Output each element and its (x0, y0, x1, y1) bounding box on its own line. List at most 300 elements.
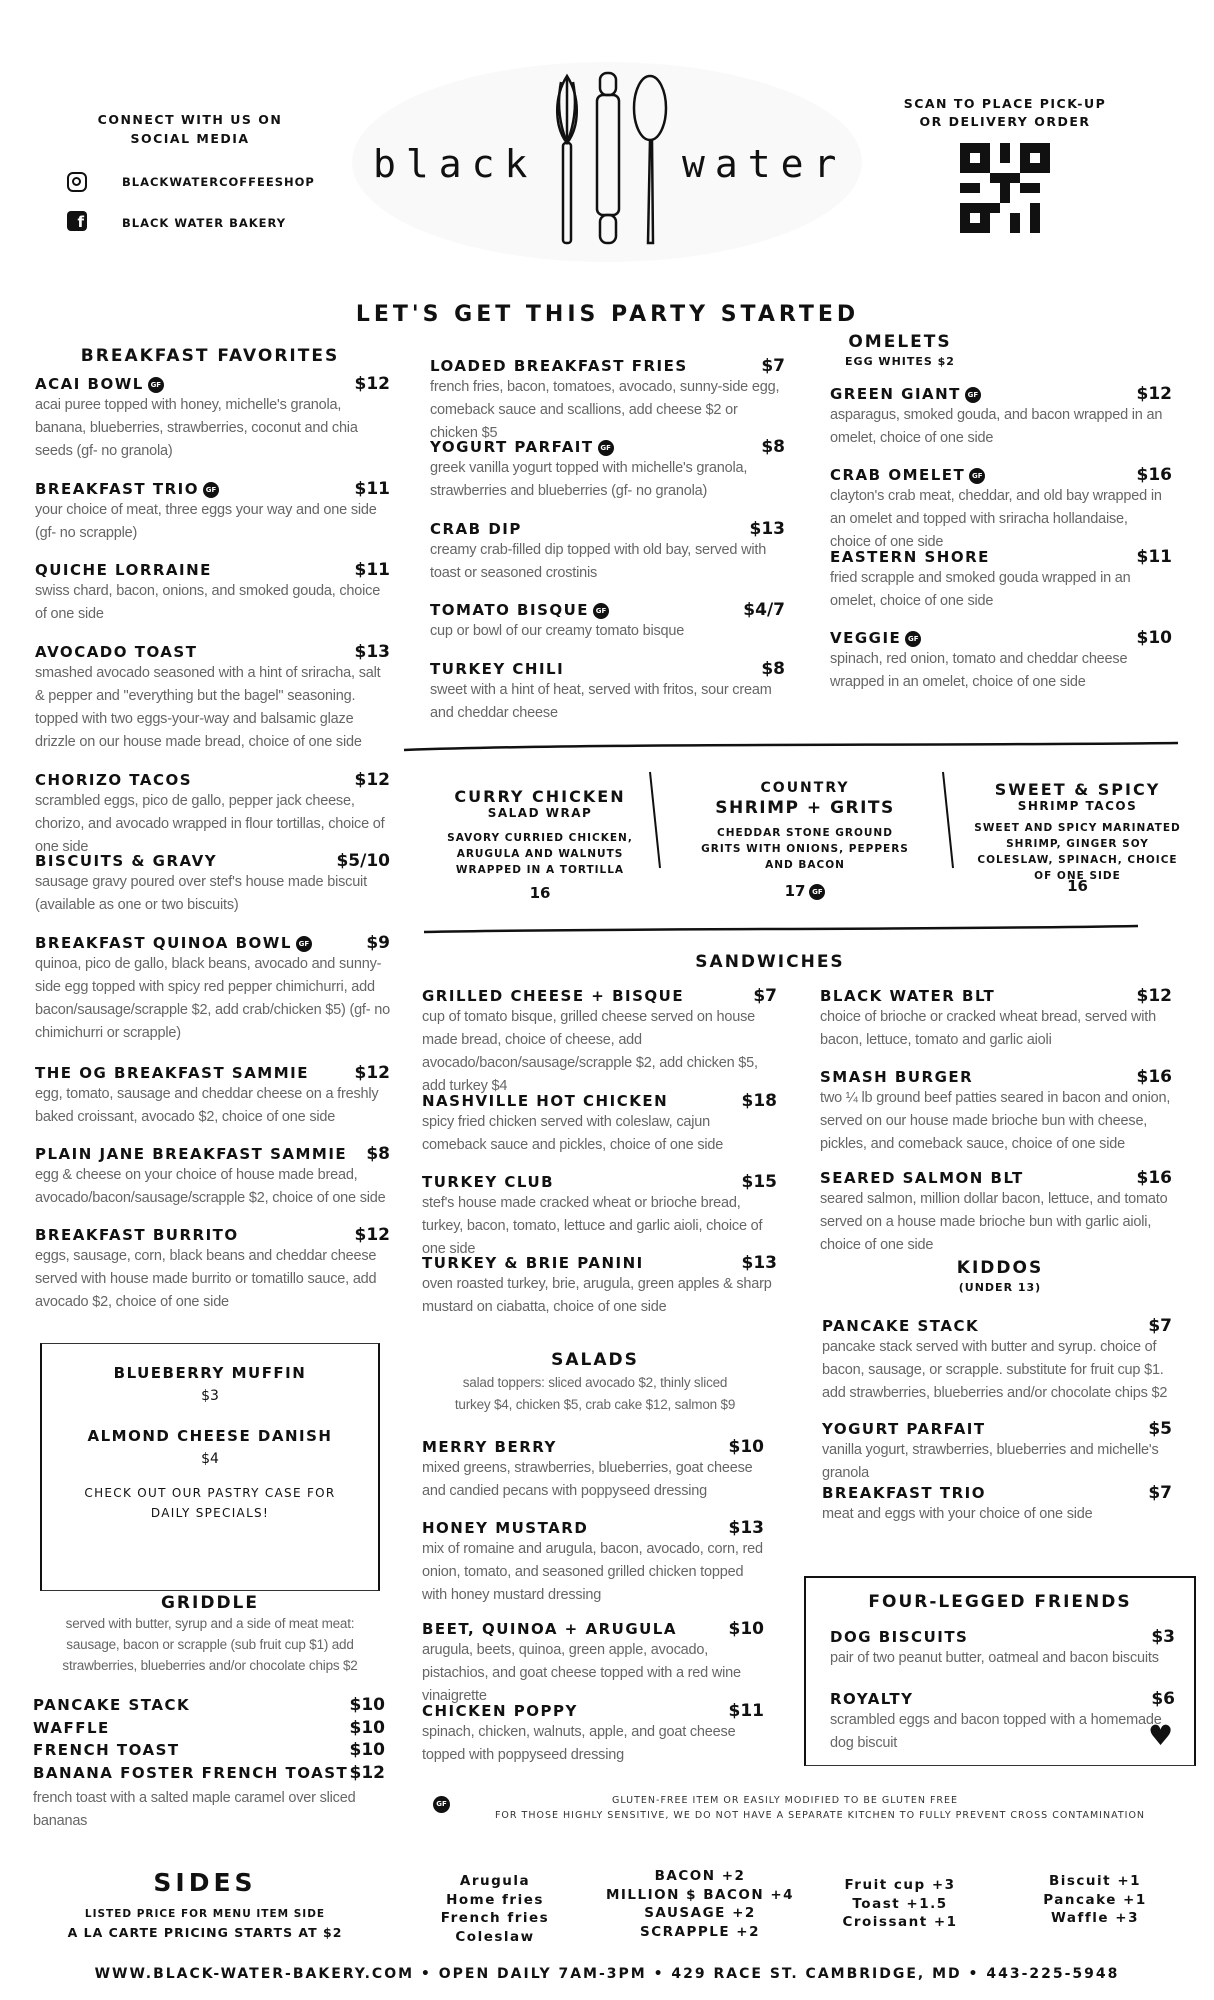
menu-item-name-text: BISCUITS & GRAVY (35, 852, 218, 870)
menu-item-name (830, 629, 921, 647)
menu-item-header (35, 374, 390, 394)
menu-item-desc: your choice of meat, three eggs your way and one side (gf- no scrapple) (35, 502, 377, 541)
menu-item-name-text: CRAB OMELET (830, 466, 966, 484)
menu-item-desc: greek vanilla yogurt topped with michelle's granola, strawberries and blueberries (gf- no granola) (430, 460, 748, 499)
menu-item-desc: pair of two peanut butter, oatmeal and bacon biscuits (830, 1650, 1159, 1666)
menu-item-price: $3 (1151, 1627, 1175, 1647)
brand-left: black (373, 142, 538, 186)
menu-item-name (830, 1628, 968, 1646)
menu-item-header (35, 1144, 390, 1164)
special-title-2: SALAD WRAP (487, 806, 593, 820)
menu-item-desc: choice of brioche or cracked wheat bread, served with bacon, lettuce, tomato and garlic aioli (820, 1009, 1156, 1048)
menu-item-name (820, 1068, 973, 1086)
menu-item (830, 1627, 1175, 1670)
menu-item (35, 374, 390, 463)
menu-item-name (35, 375, 164, 393)
menu-item-name-text: ROYALTY (830, 1690, 914, 1708)
griddle-item (33, 1740, 385, 1760)
griddle-item-name: PANCAKE STACK (33, 1696, 191, 1714)
menu-item (422, 1619, 764, 1708)
special-desc: CHEDDAR STONE GROUND GRITS WITH ONIONS, PEPPERS AND BACON (701, 827, 909, 871)
special-price (425, 884, 655, 902)
menu-item-name (830, 466, 985, 484)
menu-item-name (422, 1092, 668, 1110)
side-item: Coleslaw (455, 1928, 535, 1945)
scan-text: SCAN TO PLACE PICK-UP OR DELIVERY ORDER (903, 96, 1107, 129)
menu-item-desc: cup or bowl of our creamy tomato bisque (430, 623, 685, 639)
menu-item-desc: arugula, beets, quinoa, green apple, avocado, pistachios, and goat cheese topped with a red wine vinaigrette (422, 1642, 741, 1704)
menu-item-desc: spinach, red onion, tomato and cheddar cheese wrapped in an omelet, choice of one side (830, 651, 1128, 690)
menu-item (430, 437, 785, 503)
menu-item-header (820, 1168, 1172, 1188)
menu-item (430, 519, 785, 585)
menu-item-price: $8 (761, 659, 785, 679)
menu-item-name (422, 1254, 644, 1272)
menu-item-desc: creamy crab-filled dip topped with old bay, served with toast or seasoned crostinis (430, 542, 767, 581)
menu-item-desc: cup of tomato bisque, grilled cheese served on house made bread, choice of cheese, add avocado/bacon/sausage/scrapple $2, add chicken $5, add turkey $4 (422, 1009, 758, 1094)
side-item: Arugula (459, 1873, 531, 1889)
menu-item-name (422, 1702, 578, 1720)
menu-item-name (35, 480, 219, 498)
side-item: SAUSAGE +2 (644, 1905, 756, 1921)
menu-item-price: $5 (1148, 1419, 1172, 1439)
menu-item-desc: sausage gravy poured over stef's house made biscuit (available as one or two biscuits) (35, 874, 367, 913)
griddle-title: GRIDDLE (160, 1593, 260, 1613)
menu-item-name-text: TURKEY & BRIE PANINI (422, 1254, 644, 1272)
griddle-item-name: WAFFLE (33, 1718, 110, 1737)
menu-item-header (35, 851, 390, 871)
gf-badge-icon: GF (593, 603, 609, 619)
griddle-item-price: $10 (349, 1717, 385, 1738)
menu-item (820, 986, 1172, 1052)
menu-item (422, 1253, 777, 1319)
griddle-item-price: $10 (349, 1740, 385, 1760)
griddle-item-price: $12 (349, 1762, 385, 1783)
menu-item-header (820, 986, 1172, 1006)
special-title-2: SHRIMP + GRITS (715, 798, 895, 818)
menu-item-header (422, 1172, 777, 1192)
menu-item-header (822, 1316, 1172, 1336)
footer-info: WWW.BLACK-WATER-BAKERY.COM • OPEN DAILY 7AM-3PM • 429 RACE ST. CAMBRIDGE, MD • 443-225-5948 (94, 1966, 1120, 1982)
side-item: Pancake +1 (1043, 1891, 1147, 1908)
menu-item-name (35, 561, 212, 579)
salads-title: SALADS (551, 1350, 639, 1370)
menu-item-desc: spinach, chicken, walnuts, apple, and goat cheese topped with poppyseed dressing (422, 1724, 736, 1763)
menu-item-name-text: GRILLED CHEESE + BISQUE (422, 987, 685, 1005)
menu-item-header (430, 519, 785, 539)
menu-item-desc: scrambled eggs and bacon topped with a homemade dog biscuit (830, 1712, 1162, 1751)
menu-item (35, 1144, 390, 1210)
griddle-item-price: $10 (349, 1695, 385, 1715)
griddle-item (33, 1695, 385, 1715)
menu-item-header (422, 1253, 777, 1273)
menu-item-name-text: DOG BISCUITS (830, 1628, 969, 1646)
dogs-title: FOUR-LEGGED FRIENDS (868, 1592, 1132, 1612)
gf-badge-icon: GF (905, 631, 921, 647)
menu-item-header (830, 1627, 1175, 1647)
menu-item-price: $11 (728, 1701, 764, 1721)
gf-note-line-2: FOR THOSE HIGHLY SENSITIVE, WE DO NOT HAVE A SEPARATE KITCHEN TO FULLY PREVENT CROSS CONTAMINATION (494, 1810, 1146, 1821)
menu-item-price: $7 (1148, 1483, 1172, 1503)
side-item: BACON +2 (654, 1868, 746, 1884)
sides-title: SIDES (153, 1868, 257, 1897)
menu-item-name (35, 1064, 309, 1082)
menu-item-name-text: TURKEY CLUB (422, 1173, 555, 1191)
menu-item-desc: vanilla yogurt, strawberries, blueberries and michelle's granola (822, 1442, 1159, 1481)
menu-item-price: $12 (1136, 986, 1172, 1006)
menu-item-price: $12 (1136, 384, 1172, 404)
griddle-sub: served with butter, syrup and a side of meat meat: sausage, bacon or scrapple (sub fruit cup $1) add strawberries, blueberries and/or chocolate chips $2 (62, 1616, 358, 1673)
specials-divider-bottom (422, 922, 1142, 936)
menu-item-name-text: EASTERN SHORE (830, 548, 990, 566)
sides-sub-1: LISTED PRICE FOR MENU ITEM SIDE (84, 1908, 326, 1920)
gf-badge-icon: GF (965, 387, 981, 403)
menu-item-header (422, 1437, 764, 1457)
menu-item-name-text: BREAKFAST TRIO (822, 1484, 986, 1502)
menu-item-name (35, 934, 312, 952)
menu-item-name-text: CHORIZO TACOS (35, 771, 193, 789)
special-desc: SAVORY CURRIED CHICKEN, ARUGULA AND WALNUTS WRAPPED IN A TORTILLA (447, 832, 633, 876)
menu-item (35, 933, 390, 1045)
griddle-item (33, 1718, 385, 1738)
side-item: SCRAPPLE +2 (640, 1923, 760, 1940)
menu-item-price: $9 (366, 933, 390, 953)
menu-item (830, 384, 1172, 450)
special-price-text: 16 (1067, 877, 1088, 895)
menu-item-header (830, 465, 1172, 485)
special-title-1: COUNTRY (760, 780, 850, 796)
griddle-item-name: BANANA FOSTER FRENCH TOAST (33, 1763, 349, 1782)
gf-badge-icon: GF (296, 936, 312, 952)
menu-item-name (822, 1484, 986, 1502)
menu-item-desc: asparagus, smoked gouda, and bacon wrapped in an omelet, choice of one side (830, 407, 1163, 446)
menu-item-name-text: ACAI BOWL (35, 375, 144, 393)
menu-item-desc: pancake stack served with butter and syrup. choice of bacon, sausage, or scrapple. substitute for fruit cup $1. add strawberries, blueberries and/or chocolate chips $2 (822, 1339, 1168, 1401)
menu-item-name (430, 660, 564, 678)
special-price-text: 17 (784, 882, 806, 900)
menu-item-name (422, 987, 684, 1005)
menu-item (35, 479, 390, 545)
brand-right: water (682, 142, 847, 186)
menu-item-name (422, 1438, 557, 1456)
menu-item-desc: acai puree topped with honey, michelle's granola, banana, blueberries, strawberries, coconut and chia seeds (gf- no granola) (35, 397, 358, 459)
griddle-item-header (33, 1740, 385, 1760)
menu-item-price: $13 (354, 642, 390, 662)
menu-item-name-text: PLAIN JANE BREAKFAST SAMMIE (35, 1145, 348, 1163)
menu-item-name (820, 1169, 1024, 1187)
griddle-last-desc: french toast with a salted maple caramel over sliced bananas (33, 1790, 356, 1829)
instagram-handle[interactable]: BLACKWATERCOFFEESHOP (122, 175, 315, 189)
menu-item-name (430, 601, 609, 619)
pastry-price-1: $3 (201, 1388, 219, 1404)
social-heading: CONNECT WITH US ON SOCIAL MEDIA (97, 112, 283, 146)
menu-item (430, 659, 785, 725)
menu-item-header (35, 560, 390, 580)
menu-item-name (422, 1620, 677, 1638)
menu-item-header (430, 659, 785, 679)
menu-item (820, 1067, 1172, 1156)
menu-item-price: $11 (354, 479, 390, 499)
menu-item (35, 770, 390, 859)
menu-item-name-text: BEET, QUINOA + ARUGULA (422, 1620, 677, 1638)
menu-item-header (830, 628, 1172, 648)
menu-item-desc: mixed greens, strawberries, blueberries, goat cheese and candied pecans with poppyseed dressing (422, 1460, 753, 1499)
griddle-item-header (33, 1695, 385, 1715)
kiddos-title: KIDDOS (956, 1258, 1044, 1278)
menu-item-name (820, 987, 995, 1005)
menu-item-name-text: YOGURT PARFAIT (430, 438, 594, 456)
menu-item-desc: egg, tomato, sausage and cheddar cheese on a freshly baked croissant, avocado $2, choice of one side (35, 1086, 379, 1125)
menu-item-desc: meat and eggs with your choice of one side (822, 1506, 1093, 1522)
griddle-item (33, 1763, 385, 1783)
menu-item-name-text: THE OG BREAKFAST SAMMIE (35, 1064, 309, 1082)
menu-item-price: $10 (1136, 628, 1172, 648)
menu-item (830, 547, 1172, 613)
menu-item (35, 1225, 390, 1314)
menu-item (830, 1689, 1175, 1755)
menu-item-name-text: CRAB DIP (430, 520, 522, 538)
menu-item-desc: eggs, sausage, corn, black beans and cheddar cheese served with house made burrito or tomatillo sauce, add avocado $2, choice of one side (35, 1248, 377, 1310)
menu-item (35, 642, 390, 754)
menu-item-price: $10 (728, 1619, 764, 1639)
menu-item-price: $16 (1136, 1067, 1172, 1087)
menu-item-desc: fried scrapple and smoked gouda wrapped in an omelet, choice of one side (830, 570, 1131, 609)
menu-item-name (830, 385, 981, 403)
menu-item (422, 1518, 764, 1607)
specials-divider-top (402, 738, 1182, 754)
menu-item-name-text: HONEY MUSTARD (422, 1519, 589, 1537)
gf-note-line-1: GLUTEN-FREE ITEM OR EASILY MODIFIED TO BE GLUTEN FREE (611, 1795, 959, 1806)
side-item: MILLION $ BACON +4 (605, 1886, 795, 1903)
menu-item-header (830, 1689, 1175, 1709)
menu-item-header (422, 1701, 764, 1721)
menu-item-header (822, 1483, 1172, 1503)
menu-item-desc: clayton's crab meat, cheddar, and old bay wrapped in an omelet and topped with sriracha hollandaise, choice of one side (830, 488, 1162, 550)
omelets-sub: EGG WHITES $2 (845, 355, 955, 368)
menu-item-desc: sweet with a hint of heat, served with fritos, sour cream and cheddar cheese (430, 682, 772, 721)
gf-badge-icon: GF (598, 440, 614, 456)
menu-item-header (820, 1067, 1172, 1087)
menu-item-name (430, 520, 522, 538)
pastry-item-1: BLUEBERRY MUFFIN (113, 1364, 307, 1382)
instagram-icon (67, 172, 87, 192)
gf-badge-icon: GF (809, 884, 825, 900)
menu-item (422, 1091, 777, 1157)
menu-item-desc: seared salmon, million dollar bacon, lettuce, and tomato served on a house made brioche bun with garlic aioli, choice of one side (820, 1191, 1168, 1253)
menu-item-header (430, 600, 785, 620)
menu-item (430, 600, 785, 643)
menu-item-price: $16 (1136, 465, 1172, 485)
menu-item-name-text: BREAKFAST QUINOA BOWL (35, 934, 292, 952)
special-price-text: 16 (529, 884, 551, 902)
side-item: Waffle +3 (1051, 1910, 1139, 1926)
special-price (965, 877, 1190, 895)
menu-item-desc: french fries, bacon, tomatoes, avocado, sunny-side egg, comeback sauce and scallions, add cheese $2 or chicken $5 (430, 379, 780, 441)
specials-divider-right (938, 770, 958, 870)
qr-code-icon[interactable] (960, 143, 1050, 233)
menu-item-name-text: BREAKFAST BURRITO (35, 1226, 239, 1244)
menu-item-header (35, 933, 390, 953)
side-item: French fries (440, 1910, 550, 1926)
menu-item-name-text: QUICHE LORRAINE (35, 561, 212, 579)
menu-item-header (830, 547, 1172, 567)
menu-item-desc: two ¼ lb ground beef patties seared in bacon and onion, served on our house made brioche bun with cheese, pickles, and comeback sauce, choice of one side (820, 1090, 1171, 1152)
menu-item-name (430, 438, 614, 456)
gf-badge-icon: GF (148, 377, 164, 393)
menu-item (35, 1063, 390, 1129)
menu-item-price: $7 (753, 986, 777, 1006)
side-item: Fruit cup +3 (844, 1877, 956, 1893)
pastry-price-2: $4 (201, 1451, 219, 1467)
menu-item-header (35, 479, 390, 499)
menu-item (822, 1316, 1172, 1405)
menu-item-desc: mix of romaine and arugula, bacon, avocado, corn, red onion, tomato, and seasoned grilled chicken topped with honey mustard dressing (422, 1541, 763, 1603)
pastry-note: CHECK OUT OUR PASTRY CASE FOR DAILY SPECIALS! (84, 1486, 336, 1520)
menu-item (35, 560, 390, 626)
menu-item-desc: quinoa, pico de gallo, black beans, avocado and sunny-side egg topped with spicy red pepper chimichurri, add bacon/sausage/scrapple $2, add crab/chicken $5) (gf- no chimichurri or scrapple) (35, 956, 390, 1041)
menu-item-price: $8 (761, 437, 785, 457)
menu-item-name (422, 1519, 588, 1537)
menu-item-header (422, 986, 777, 1006)
menu-item-price: $11 (1136, 547, 1172, 567)
menu-item-price: $18 (741, 1091, 777, 1111)
gf-badge-icon: GF (969, 468, 985, 484)
utensils-logo-icon (545, 68, 675, 248)
menu-item-name (35, 771, 192, 789)
menu-item-price: $13 (749, 519, 785, 539)
menu-item-name-text: SEARED SALMON BLT (820, 1169, 1024, 1187)
menu-item-desc: oven roasted turkey, brie, arugula, green apples & sharp mustard on ciabatta, choice of one side (422, 1276, 772, 1315)
menu-item-name-text: BREAKFAST TRIO (35, 480, 199, 498)
menu-item-header (430, 437, 785, 457)
menu-item-price: $12 (354, 1063, 390, 1083)
menu-item-name-text: YOGURT PARFAIT (822, 1420, 986, 1438)
menu-item-name-text: TURKEY CHILI (430, 660, 565, 678)
side-item: Home fries (446, 1891, 544, 1908)
menu-item-header (422, 1518, 764, 1538)
menu-item-price: $13 (741, 1253, 777, 1273)
side-item: Toast +1.5 (852, 1895, 948, 1912)
menu-item-price: $13 (728, 1518, 764, 1538)
menu-item-name-text: SMASH BURGER (820, 1068, 974, 1086)
menu-item-name-text: AVOCADO TOAST (35, 643, 198, 661)
facebook-icon: f (67, 211, 87, 231)
menu-item-price: $6 (1151, 1689, 1175, 1709)
menu-item (422, 1701, 764, 1767)
menu-item (822, 1419, 1172, 1485)
tagline: LET'S GET THIS PARTY STARTED (355, 302, 860, 327)
griddle-item-name: FRENCH TOAST (33, 1741, 180, 1759)
kiddos-sub: (UNDER 13) (958, 1281, 1042, 1294)
menu-item-name (35, 643, 197, 661)
menu-item-price: $15 (741, 1172, 777, 1192)
menu-item (422, 1437, 764, 1503)
menu-item-price: $12 (354, 374, 390, 394)
special-title-1: CURRY CHICKEN (454, 787, 626, 806)
menu-item (422, 986, 777, 1098)
menu-item-desc: spicy fried chicken served with coleslaw, cajun comeback sauce and pickles, choice of one side (422, 1114, 724, 1153)
menu-item-name (422, 1173, 554, 1191)
menu-item-name-text: PANCAKE STACK (822, 1317, 980, 1335)
menu-item-price: $12 (354, 1225, 390, 1245)
menu-item-desc: egg & cheese on your choice of house made bread, avocado/bacon/sausage/scrapple $2, choice of one side (35, 1167, 386, 1206)
menu-item-desc: scrambled eggs, pico de gallo, pepper jack cheese, chorizo, and avocado wrapped in flour tortillas, choice of one side (35, 793, 385, 855)
menu-item-name-text: CHICKEN POPPY (422, 1702, 578, 1720)
menu-item-desc: swiss chard, bacon, onions, and smoked gouda, choice of one side (35, 583, 381, 622)
omelets-title: OMELETS (848, 332, 952, 352)
menu-item-header (822, 1419, 1172, 1439)
menu-item-header (35, 642, 390, 662)
menu-item-price: $5/10 (336, 851, 390, 871)
gf-note-badge: GF (433, 1796, 450, 1813)
sandwiches-title: SANDWICHES (695, 952, 845, 972)
griddle-item-header (33, 1718, 385, 1738)
menu-item-name-text: MERRY BERRY (422, 1438, 557, 1456)
menu-item (422, 1172, 777, 1261)
pastry-item-2: ALMOND CHEESE DANISH (87, 1427, 333, 1445)
menu-item-header (430, 356, 785, 376)
menu-item-name (830, 1690, 913, 1708)
menu-item-name (35, 1226, 239, 1244)
menu-item-price: $7 (1148, 1316, 1172, 1336)
gf-badge-icon: GF (203, 482, 219, 498)
menu-item-header (35, 1063, 390, 1083)
menu-item (430, 356, 785, 445)
menu-item-name (430, 357, 688, 375)
menu-item (820, 1168, 1172, 1257)
menu-item-name (822, 1420, 986, 1438)
menu-item-name (35, 1145, 347, 1163)
salads-toppers: salad toppers: sliced avocado $2, thinly sliced turkey $4, chicken $5, crab cake $12, salmon $9 (454, 1375, 736, 1412)
menu-item-name (822, 1317, 979, 1335)
menu-item-header (422, 1619, 764, 1639)
special-title-1: SWEET & SPICY (994, 780, 1161, 799)
side-item: Croissant +1 (842, 1914, 958, 1930)
menu-item-name (830, 548, 990, 566)
menu-item-name-text: GREEN GIANT (830, 385, 961, 403)
menu-item (822, 1483, 1172, 1526)
side-item: Biscuit +1 (1048, 1873, 1142, 1889)
menu-item-name-text: VEGGIE (830, 629, 902, 647)
griddle-item-header (33, 1763, 385, 1783)
menu-item (830, 465, 1172, 554)
heart-icon: ♥ (1148, 1719, 1174, 1752)
menu-item-price: $7 (761, 356, 785, 376)
menu-item-name-text: TOMATO BISQUE (430, 601, 590, 619)
special-price (690, 882, 920, 900)
menu-item-header (830, 384, 1172, 404)
menu-item-price: $11 (354, 560, 390, 580)
menu-item-price: $16 (1136, 1168, 1172, 1188)
menu-item-desc: stef's house made cracked wheat or brioche bread, turkey, bacon, tomato, lettuce and garlic aioli, choice of one side (422, 1195, 763, 1257)
menu-item-header (422, 1091, 777, 1111)
menu-item-header (35, 770, 390, 790)
menu-item-price: $8 (366, 1144, 390, 1164)
menu-item-desc: smashed avocado seasoned with a hint of sriracha, salt & pepper and "everything but the bagel" seasoning. topped with two eggs-your-way and balsamic glaze drizzle on our house made bread, choice of one side (35, 665, 381, 750)
menu-item-name-text: LOADED BREAKFAST FRIES (430, 357, 688, 375)
menu-item-price: $12 (354, 770, 390, 790)
menu-item-name-text: NASHVILLE HOT CHICKEN (422, 1092, 669, 1110)
breakfast-title: BREAKFAST FAVORITES (80, 346, 340, 366)
menu-item-name-text: BLACK WATER BLT (820, 987, 996, 1005)
special-title-2: SHRIMP TACOS (1017, 799, 1138, 813)
facebook-handle[interactable]: BLACK WATER BAKERY (122, 216, 287, 230)
menu-item (830, 628, 1172, 694)
menu-item-name (35, 852, 217, 870)
menu-item-price: $10 (728, 1437, 764, 1457)
sides-sub-2: A LA CARTE PRICING STARTS AT $2 (67, 1925, 343, 1940)
special-desc: SWEET AND SPICY MARINATED SHRIMP, GINGER SOY COLESLAW, SPINACH, CHOICE OF ONE SIDE (974, 822, 1181, 882)
